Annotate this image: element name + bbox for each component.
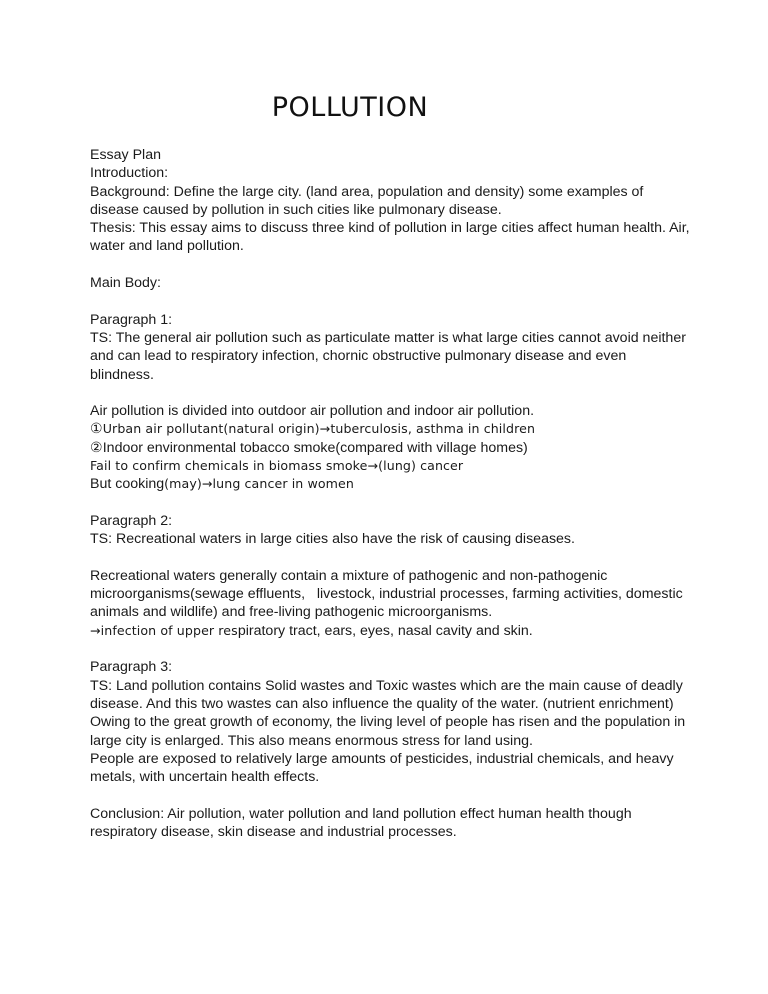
paragraph-1-ts-line-3: blindness. (90, 366, 154, 383)
list-item-2-text: Indoor environmental tobacco smoke(compared with village homes) (102, 439, 528, 456)
paragraph-1-heading: Paragraph 1: (90, 311, 173, 328)
list-item-2 (90, 439, 690, 457)
conclusion-line-2: respiratory disease, skin disease and industrial processes. (90, 823, 457, 840)
paragraph-3-line-3: People are exposed to relatively large amounts of pesticides, industrial chemicals, and heavy (90, 750, 674, 767)
circled-one-marker: ① (90, 421, 103, 438)
blank-line (90, 786, 690, 804)
blank-line (90, 292, 690, 310)
paragraph-2-line-1: Recreational waters generally contain a mixture of pathogenic and non-pathogenic (90, 567, 608, 584)
biomass-smoke-line: Fail to confirm chemicals in biomass smoke→(lung) cancer (90, 458, 464, 474)
paragraph-2-line-2: microorganisms(sewage effluents, livestock, industrial processes, farming activities, domestic (90, 586, 683, 603)
paragraph-2-ts: TS: Recreational waters in large cities also have the risk of causing diseases. (90, 531, 575, 548)
document-title: POLLUTION (271, 92, 429, 123)
paragraph-3-line-4: metals, with uncertain health effects. (90, 769, 320, 786)
paragraph-1-ts-line-1: TS: The general air pollution such as particulate matter is what large cities cannot avoid neither (90, 329, 686, 346)
paragraph-3-line-1: Owing to the great growth of economy, the living level of people has risen and the population in (90, 714, 686, 731)
background-line-1: Background: Define the large city. (land area, population and density) some examples of (90, 183, 644, 200)
air-pollution-divided-line: Air pollution is divided into outdoor air pollution and indoor air pollution. (90, 403, 535, 420)
paragraph-2-line-4 (90, 622, 690, 640)
essay-plan-label: Essay Plan (90, 147, 161, 163)
circled-two-marker: ② (90, 439, 103, 456)
paragraph-2-line-4-part-1: →infection of upper res (90, 622, 238, 638)
paragraph-2-line-3: animals and wildlife) and free-living pathogenic microorganisms. (90, 604, 493, 621)
main-body-label: Main Body: (90, 275, 161, 292)
paragraph-3-line-2: large city is enlarged. This also means enormous stress for land using. (90, 732, 533, 749)
conclusion-line-1: Conclusion: Air pollution, water pollution and land pollution effect human health though (90, 805, 632, 822)
thesis-line-1: Thesis: This essay aims to discuss three kind of pollution in large cities affect human health. Air, (90, 220, 690, 237)
thesis-line-2: water and land pollution. (90, 238, 244, 255)
list-item-1-text: Urban air pollutant(natural origin)→tuberculosis, asthma in children (102, 421, 536, 437)
blank-line (90, 384, 690, 402)
introduction-label: Introduction: (90, 165, 169, 182)
paragraph-1-ts-line-2: and can lead to respiratory infection, chornic obstructive pulmonary disease and even (90, 348, 627, 365)
background-line-2: disease caused by pollution in such cities like pulmonary disease. (90, 201, 502, 218)
blank-line (90, 256, 690, 274)
paragraph-2-heading: Paragraph 2: (90, 512, 173, 529)
document-body (90, 146, 690, 841)
list-item-1 (90, 420, 690, 438)
paragraph-2-line-4-part-2: piratory tract, ears, eyes, nasal cavity and skin. (237, 622, 533, 639)
blank-line (90, 549, 690, 567)
paragraph-3-heading: Paragraph 3: (90, 659, 173, 676)
paragraph-3-ts-line-1: TS: Land pollution contains Solid wastes and Toxic wastes which are the main cause of deadly (90, 677, 683, 694)
blank-line (90, 640, 690, 658)
cooking-line (90, 475, 690, 493)
cooking-line-part-1: But cooking (90, 476, 165, 493)
cooking-line-part-2: (may)→lung cancer in women (164, 476, 354, 492)
paragraph-3-ts-line-2: disease. And this two wastes can also influence the quality of the water. (nutrient enrichment) (90, 695, 674, 712)
blank-line (90, 494, 690, 512)
